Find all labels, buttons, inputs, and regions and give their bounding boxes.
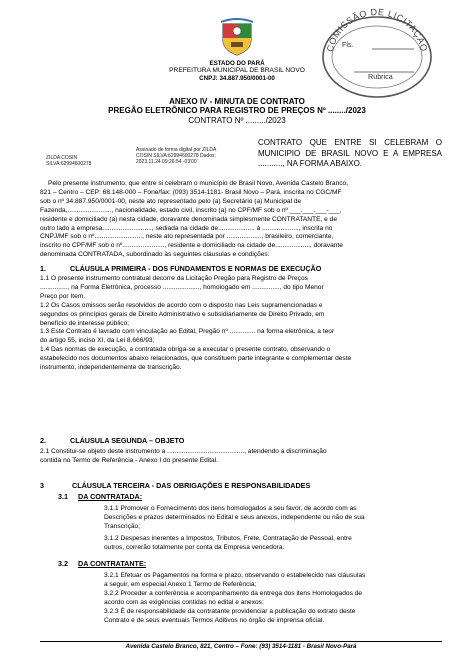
stamp-arc-text: COMISSÃO DE LICITAÇÃO <box>324 6 430 53</box>
clause-1-body <box>40 275 442 373</box>
clause-3-2-title: DA CONTRATANTE: <box>78 559 147 568</box>
intro-paragraph <box>40 180 442 260</box>
clause-3-1-body <box>104 505 442 553</box>
contract-number: CONTRATO Nº ........./2023 <box>188 116 286 125</box>
intro-line: inscrito no CPF/MF sob o nº......................., residente e domiciliado na cidade de..................., doravante <box>40 242 343 250</box>
coat-of-arms-logo <box>219 18 255 56</box>
pregao-title: PREGÃO ELETRÔNICO PARA REGISTRO DE PREÇOS Nº ......../2023 <box>108 106 366 115</box>
clause-1-line: do artigo 55, inciso XI, da Lei 8.666/93; <box>40 337 155 345</box>
clause-3-title: CLÁUSULA TERCEIRA - DAS OBRIGAÇÕES E RESPONSABILIDADES <box>72 481 311 490</box>
clause-3-2-line: a seguir, em especial Anexo 1 Termo de Referência; <box>104 580 257 588</box>
clause-2-title: CLÁUSULA SEGUNDA – OBJETO <box>70 436 185 445</box>
clause-3-1-line: outros, correrão totalmente por conta da Empresa vencedora. <box>104 543 285 551</box>
clause-1-number: 1. <box>40 264 46 273</box>
clause-2-line: 2.1 Constitui-se objeto deste instrumento a .........................................., atendendo a discriminação <box>40 448 327 455</box>
clause-3-2-line: acordo com as exigências contidas no edital e anexos; <box>104 598 264 606</box>
footer-address: Avenida Castelo Branco, 821, Centro – Fone: (93) 3514-1181 - Brasil Novo-Pará <box>125 643 357 650</box>
clause-3-1-number: 3.1 <box>58 492 68 501</box>
clause-3-1-title: DA CONTRATADA: <box>78 492 143 501</box>
clause-3-number: 3 <box>40 481 44 490</box>
clause-3-2-line: Contrato e de seus eventuais Termos Aditivos no órgão de imprensa oficial. <box>104 616 325 624</box>
clause-3-2-body <box>104 572 442 625</box>
commission-stamp <box>318 4 436 100</box>
clause-1-line: Preço por Item. <box>40 292 86 300</box>
header-prefecture: PREFEITURA MUNICIPAL DE BRASIL NOVO <box>169 67 305 74</box>
clause-2-line: contida no Termo de Referência - Anexo I do presente Edital. <box>40 456 219 464</box>
clause-1-line: 1.4 Das normas de execução, a contratada obriga-se a executar o presente contrato, observando o <box>40 346 331 354</box>
footer-divider <box>40 641 442 642</box>
stamp-rubrica-label: Rubrica <box>368 72 393 81</box>
header-cnpj: CNPJ: 34.887.950/0001-00 <box>199 75 275 82</box>
clause-2-heading <box>40 437 442 445</box>
clause-1-line: 1.2 Os Casos omissos serão resolvidos de acordo com o disposto nas Leis supramencionadas e <box>40 301 323 309</box>
intro-line: outro lado a empresa..........................., sediada na cidade de.................... à ...................., inscrita no <box>40 224 333 232</box>
stamp-seal-graphic <box>318 4 436 100</box>
intro-line: Pelo presente instrumento, que entre si celebram o município de Brasil Novo, Avenida Castelo Branco, <box>48 180 349 187</box>
clause-1-line: segundos os princípios gerais de Direito Administrativo e subsidiariamente de Direito Privado, em <box>40 310 325 318</box>
clause-1-line: 1.1 O presente instrumento contratual decorre da Licitação Pregão para Registro de Preços <box>40 275 308 282</box>
clause-2-number: 2. <box>40 436 46 445</box>
clause-3-1-line: 3.1.2 Despesas inerentes a Impostos, Tributos, Frete, Contratação de Pessoal, entre <box>104 534 352 542</box>
header-state: ESTADO DO PARÁ <box>209 60 265 67</box>
clause-1-line: ..............., na Forma Eletrônica, processo ...................., homologado em ..............., do tipo Menor <box>40 283 324 291</box>
signature-name: ZILDA COSIN SILVA:62994600278 <box>46 155 92 167</box>
clause-3-heading <box>40 482 442 490</box>
clause-1-line: benefício de interesse público; <box>40 319 130 327</box>
intro-line: residente e domiciliado (a) nesta cidade, doravante denominada simplesmente CONTRATANTE, e de <box>40 215 337 223</box>
contract-summary: CONTRATO QUE ENTRE SI CELEBRAM O MUNICIPIO DE BRASIL NOVO E A EMPRESA ..........., NA FORMA ABAIXO. <box>258 138 442 169</box>
intro-line: 821 – Centro – CEP: 68.148-000 – Fone/fax: (093) 3514-1181- Brasil Novo – Pará, inscrita no CGC/MF <box>40 188 342 196</box>
clause-3-2-line: 3.2.2 Proceder a conferência e acompanhamento da entrega dos itens Homologados de <box>104 589 363 597</box>
annex-title: ANEXO IV - MINUTA DE CONTRATO <box>169 97 305 106</box>
clause-3-1-line: Transcrição; <box>104 522 141 530</box>
clause-3-1-line: 3.1.1 Promover o Fornecimento dos itens homologados a seu favor, de acordo com as <box>104 505 357 512</box>
clause-1-line: 1.3 Este Contrato é lavrado com vinculação ao Edital, Pregão nº .............. na forma eletrônica, a teor <box>40 328 335 336</box>
stamp-fls-label: Fls. <box>342 40 354 49</box>
clause-3-1-heading <box>58 493 358 501</box>
clause-1-line: instrumento, independentemente de transcrição. <box>40 364 182 372</box>
clause-3-2-line: 3.2.3 É de responsabilidade da contratante providenciar a publicação do extrato deste <box>104 607 356 615</box>
clause-1-title: CLÁUSULA PRIMEIRA - DOS FUNDAMENTOS E NORMAS DE EXECUÇÃO <box>70 264 322 273</box>
svg-text:COMISSÃO DE LICITAÇÃO <box>325 7 429 53</box>
intro-line: denominada CONTRATADA, subordinado às seguintes cláusulas e condições: <box>40 251 270 259</box>
clause-3-1-line: Descrições e prazos determinados no Edital e seus anexos, independente ou não de sua <box>104 513 365 521</box>
intro-line: CNPJ/MF sob o nº.........................., neste ato representada por ..................., brasileiro, comerciante, <box>40 233 334 241</box>
intro-line: Fazenda,........................, nacionalidade, estado civil, inscrito (a) no CPF/MF sob o nº ___.___.___-___, <box>40 206 342 214</box>
clause-2-body <box>40 448 442 466</box>
clause-1-line: estabelecido nos documentos abaixo relacionados, que constituem parte integrante e complementar deste <box>40 355 352 363</box>
clause-1-heading <box>40 265 442 273</box>
signature-caption: Assinado de forma digital por ZILDA COSIN SILVA:62994600278 Dados: 2023.11.24 09:26:54 -03'00' <box>136 147 217 165</box>
clause-3-2-number: 3.2 <box>58 559 68 568</box>
clause-3-2-line: 3.2.1 Efetuar os Pagamentos na forma e prazo, observando o estabelecido nas cláusulas <box>104 572 366 579</box>
clause-3-2-heading <box>58 560 358 568</box>
intro-line: sob o nº 34.887.950/0001-00, neste ato representado pelo (a) Secretário (a) Municipal de <box>40 197 302 205</box>
